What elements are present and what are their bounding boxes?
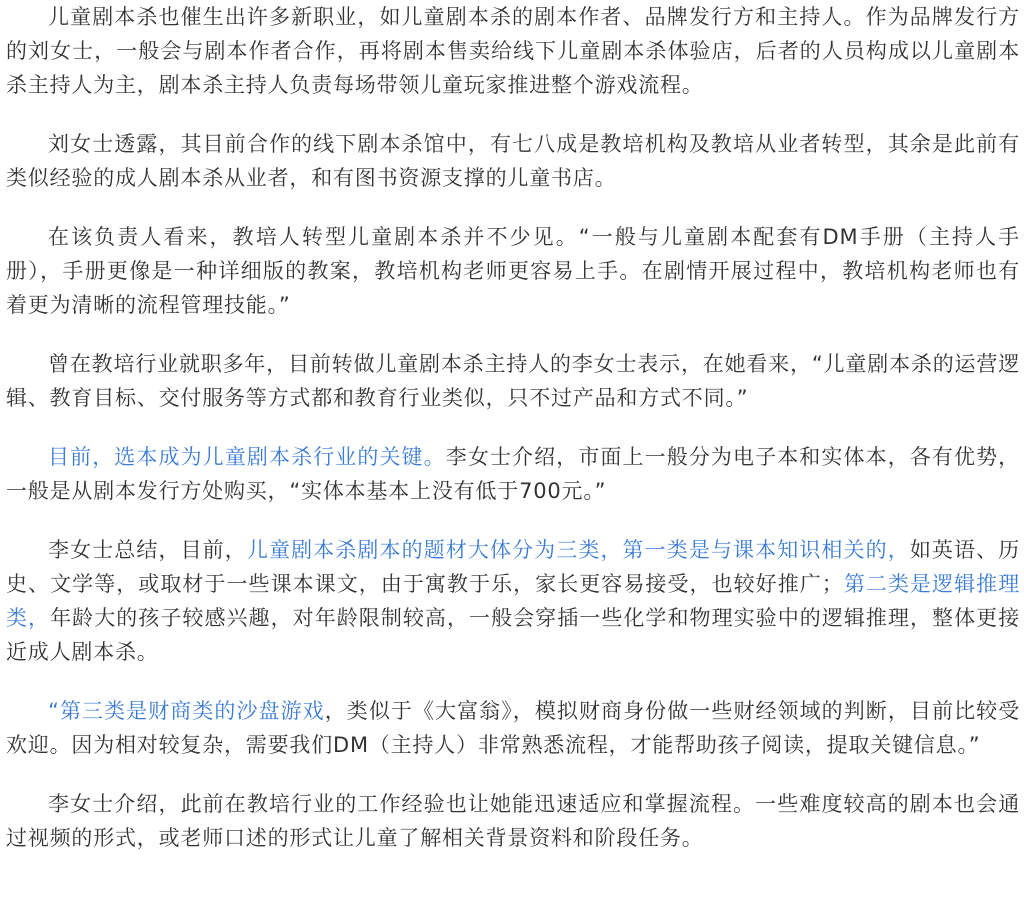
paragraph-text: 李女士介绍，此前在教培行业的工作经验也让她能迅速适应和掌握流程。一些难度较高的剧本也会通过视频的形式，或老师口述的形式让儿童了解相关背景资料和阶段任务。 (6, 792, 1020, 850)
paragraph-text: 曾在教培行业就职多年，目前转做儿童剧本杀主持人的李女士表示，在她看来，“儿童剧本杀的运营逻辑、教育目标、交付服务等方式都和教育行业类似，只不过产品和方式不同。” (6, 352, 1020, 410)
paragraph-text: 刘女士透露，其目前合作的线下剧本杀馆中，有七八成是教培机构及教培从业者转型，其余是此前有类似经验的成人剧本杀从业者，和有图书资源支撑的儿童书店。 (6, 132, 1020, 190)
paragraph-6 (6, 533, 1020, 669)
highlighted-text: 儿童剧本杀剧本的题材大体分为三类，第一类是与课本知识相关的， (246, 538, 910, 562)
highlighted-text: 目前，选本成为儿童剧本杀行业的关键。 (48, 445, 446, 469)
paragraph-text: 如英语、历史、文学等，或取材于一些课本课文，由于寓教于乐，家长更容易接受，也较好推广； (6, 538, 1021, 596)
paragraph-text: ，类似于《大富翁》，模拟财商身份做一些财经领域的判断，目前比较受欢迎。因为相对较复杂，需要我们DM（主持人）非常熟悉流程，才能帮助孩子阅读，提取关键信息。” (6, 699, 1020, 757)
paragraph-1 (6, 0, 1020, 102)
paragraph-8 (6, 787, 1020, 855)
highlighted-text: “第三类是财商类的沙盘游戏 (48, 699, 325, 723)
paragraph-text: 李女士介绍，市面上一般分为电子本和实体本，各有优势，一般是从剧本发行方处购买，“实体本基本上没有低于700元。” (6, 445, 1020, 503)
paragraph-text: 李女士总结，目前， (48, 538, 247, 562)
paragraph-text: 在该负责人看来，教培人转型儿童剧本杀并不少见。“一般与儿童剧本配套有DM手册（主持人手册），手册更像是一种详细版的教案，教培机构老师更容易上手。在剧情开展过程中，教培机构老师也有着更为清晰的流程管理技能。” (6, 225, 1020, 317)
paragraph-text: 儿童剧本杀也催生出许多新职业，如儿童剧本杀的剧本作者、品牌发行方和主持人。作为品牌发行方的刘女士，一般会与剧本作者合作，再将剧本售卖给线下儿童剧本杀体验店，后者的人员构成以儿童剧本杀主持人为主，剧本杀主持人负责每场带领儿童玩家推进整个游戏流程。 (6, 5, 1020, 97)
paragraph-4 (6, 347, 1020, 415)
highlighted-text: 第二类是逻辑推理类， (6, 572, 1020, 630)
paragraph-text: 年龄大的孩子较感兴趣，对年龄限制较高，一般会穿插一些化学和物理实验中的逻辑推理，整体更接近成人剧本杀。 (6, 606, 1020, 664)
paragraph-3 (6, 220, 1020, 322)
paragraph-2 (6, 127, 1020, 195)
paragraph-7 (6, 694, 1020, 762)
paragraph-5 (6, 440, 1020, 508)
